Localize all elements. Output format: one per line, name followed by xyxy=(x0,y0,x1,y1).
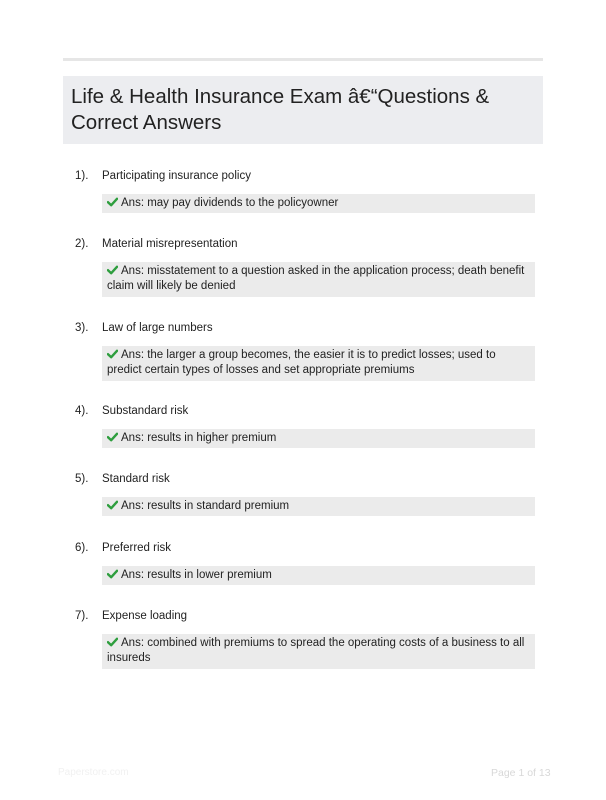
page-indicator: Page 1 of 13 xyxy=(491,767,551,779)
answer-text: Ans: results in standard premium xyxy=(121,500,290,512)
question-text: Participating insurance policy xyxy=(102,170,251,182)
question-text: Preferred risk xyxy=(102,542,172,554)
question-text: Law of large numbers xyxy=(102,322,213,334)
question-number: 7). xyxy=(75,610,89,622)
answer-box-1 xyxy=(102,194,535,213)
answer-box-5 xyxy=(102,497,535,516)
answer-text: Ans: combined with premiums to spread the operating costs of a business to all insureds xyxy=(107,637,525,664)
check-icon xyxy=(107,569,118,579)
answer-text: Ans: results in lower premium xyxy=(121,569,272,581)
answer-box-4 xyxy=(102,429,535,448)
check-icon xyxy=(107,500,118,510)
question-number: 6). xyxy=(75,542,89,554)
page-title: Life & Health Insurance Exam â€“Questions & Correct Answers xyxy=(71,85,490,134)
check-icon xyxy=(107,637,118,647)
question-number: 1). xyxy=(75,170,89,182)
answer-box-6 xyxy=(102,566,535,585)
check-icon xyxy=(107,265,118,275)
check-icon xyxy=(107,197,118,207)
title-banner xyxy=(63,76,543,144)
answer-box-3 xyxy=(102,346,535,381)
question-text: Expense loading xyxy=(102,610,188,622)
question-number: 2). xyxy=(75,238,89,250)
question-number: 5). xyxy=(75,473,89,485)
answer-box-7 xyxy=(102,634,535,669)
footer-watermark: Paperstore.com xyxy=(58,767,129,778)
question-text: Standard risk xyxy=(102,473,170,485)
check-icon xyxy=(107,432,118,442)
check-icon xyxy=(107,349,118,359)
question-text: Substandard risk xyxy=(102,405,189,417)
answer-text: Ans: the larger a group becomes, the easier it is to predict losses; used to predict certain types of losses and set appropriate premiums xyxy=(107,349,496,376)
question-text: Material misrepresentation xyxy=(102,238,238,250)
answer-text: Ans: may pay dividends to the policyowner xyxy=(121,197,339,209)
answer-box-2 xyxy=(102,262,535,297)
question-number: 4). xyxy=(75,405,89,417)
top-divider xyxy=(63,58,543,61)
answer-text: Ans: results in higher premium xyxy=(121,432,277,444)
answer-text: Ans: misstatement to a question asked in the application process; death benefit claim will likely be denied xyxy=(107,265,525,292)
question-number: 3). xyxy=(75,322,89,334)
